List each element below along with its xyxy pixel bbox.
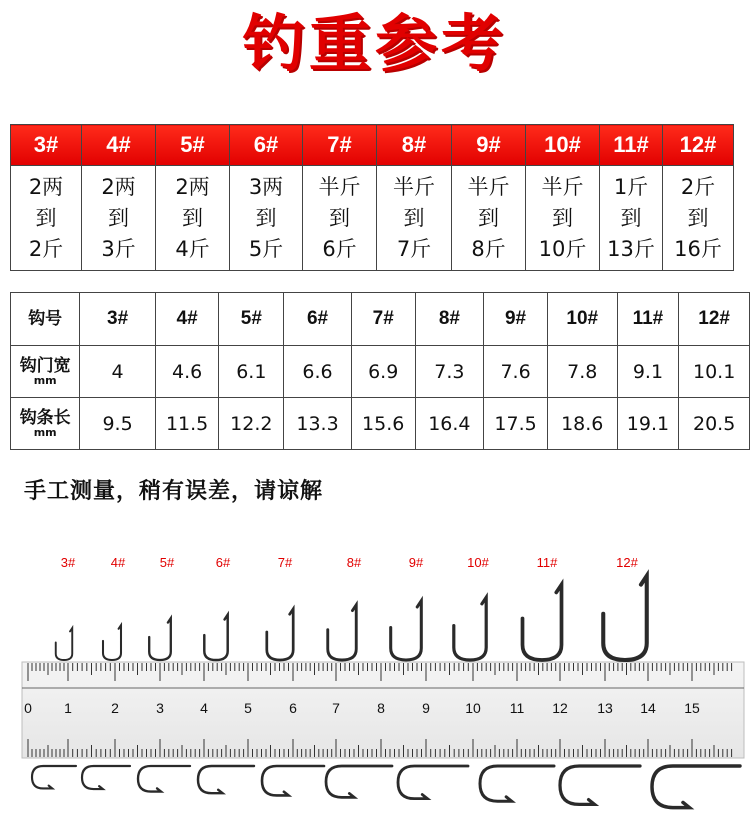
- ruler-number: 1: [64, 700, 72, 716]
- shank-length-value: 15.6: [351, 398, 415, 450]
- hook-size-label: 5#: [159, 555, 175, 570]
- shank-length-value: 9.5: [80, 398, 155, 450]
- shank-length-value: 11.5: [155, 398, 219, 450]
- ruler-number: 7: [332, 700, 340, 716]
- hook-size-label: 11#: [536, 555, 558, 570]
- ruler-number: 15: [684, 700, 700, 716]
- sideways-hook: [326, 766, 392, 797]
- spec-size-header: 4#: [155, 293, 219, 346]
- shank-length-value: 18.6: [547, 398, 617, 450]
- measurement-note: 手工测量，稍有误差，请谅解: [24, 479, 324, 504]
- spec-size-header: 12#: [679, 293, 750, 346]
- spec-size-header: 8#: [415, 293, 484, 346]
- hook-size-label: 6#: [215, 555, 231, 570]
- hook-spec-table: [10, 292, 750, 450]
- ruler-number: 0: [24, 700, 32, 716]
- hook-size-label: 8#: [346, 555, 362, 570]
- upright-hook: [267, 609, 293, 660]
- spec-header-row: [11, 293, 750, 346]
- weight-reference-table: [10, 124, 734, 271]
- ruler-number: 4: [200, 700, 208, 716]
- gap-width-value: 7.3: [415, 346, 484, 398]
- upright-hook: [454, 597, 486, 660]
- ruler-number: 13: [597, 700, 613, 716]
- hook-size-label: 3#: [60, 555, 76, 570]
- weight-range-cell: 半斤 到 6斤: [303, 166, 377, 271]
- shank-length-value: 19.1: [617, 398, 679, 450]
- hook-size-header: 10#: [526, 125, 600, 166]
- weight-range-cell: 3两 到 5斤: [230, 166, 303, 271]
- hook-size-label: 12#: [616, 555, 638, 570]
- shank-length-row: [11, 398, 750, 450]
- hook-size-header: 5#: [156, 125, 230, 166]
- upright-hook: [204, 615, 227, 660]
- sideways-hook: [198, 766, 254, 793]
- hook-size-header: 9#: [452, 125, 526, 166]
- weight-range-cell: 2两 到 2斤: [11, 166, 82, 271]
- ruler-number: 3: [156, 700, 164, 716]
- hook-size-header: 7#: [303, 125, 377, 166]
- gap-width-value: 9.1: [617, 346, 679, 398]
- hook-size-header: 11#: [600, 125, 663, 166]
- hook-size-label: 9#: [408, 555, 424, 570]
- ruler-number: 11: [509, 700, 525, 716]
- hook-size-header: 8#: [377, 125, 452, 166]
- gap-width-row: [11, 346, 750, 398]
- weight-range-cell: 2两 到 3斤: [82, 166, 156, 271]
- hook-ruler-photo: [0, 540, 750, 822]
- spec-size-header: 5#: [219, 293, 284, 346]
- gap-width-value: 7.6: [484, 346, 548, 398]
- hook-size-labels: [61, 555, 639, 570]
- sideways-hook: [480, 766, 554, 801]
- shank-length-label: 钩条长 mm: [11, 398, 80, 450]
- weight-range-cell: 2两 到 4斤: [156, 166, 230, 271]
- spec-size-header: 11#: [617, 293, 679, 346]
- sideways-hook: [652, 766, 740, 808]
- shank-length-value: 13.3: [284, 398, 352, 450]
- gap-width-value: 10.1: [679, 346, 750, 398]
- upright-hook: [603, 576, 647, 660]
- hook-size-label: 10#: [467, 555, 489, 570]
- upright-hook: [328, 605, 357, 660]
- hook-size-label: 7#: [277, 555, 293, 570]
- spec-size-header: 6#: [284, 293, 352, 346]
- upright-hook: [103, 625, 121, 660]
- gap-width-value: 6.1: [219, 346, 284, 398]
- sideways-hooks: [32, 766, 740, 808]
- page-title: 钓重参考: [242, 7, 507, 80]
- ruler-number: 8: [377, 700, 385, 716]
- upright-hooks: [56, 576, 647, 660]
- gap-width-value: 6.6: [284, 346, 352, 398]
- hook-size-header: 12#: [663, 125, 734, 166]
- upright-hook: [56, 628, 73, 660]
- upright-hook: [391, 601, 422, 660]
- sideways-hook: [560, 766, 640, 804]
- spec-size-header: 9#: [484, 293, 548, 346]
- hook-number-label: 钩号: [11, 293, 80, 346]
- gap-width-label: 钩门宽 mm: [11, 346, 80, 398]
- ruler-number: 5: [244, 700, 252, 716]
- sideways-hook: [398, 766, 468, 799]
- gap-width-value: 6.9: [351, 346, 415, 398]
- upright-hook: [523, 585, 562, 660]
- weight-table-header-row: [11, 125, 734, 166]
- shank-length-value: 16.4: [415, 398, 484, 450]
- gap-width-value: 4.6: [155, 346, 219, 398]
- gap-width-value: 7.8: [547, 346, 617, 398]
- sideways-hook: [138, 766, 190, 792]
- weight-range-cell: 1斤 到 13斤: [600, 166, 663, 271]
- weight-range-cell: 2斤 到 16斤: [663, 166, 734, 271]
- spec-size-header: 3#: [80, 293, 155, 346]
- weight-range-cell: 半斤 到 8斤: [452, 166, 526, 271]
- ruler-number: 14: [640, 700, 656, 716]
- spec-size-header: 7#: [351, 293, 415, 346]
- ruler-number: 9: [422, 700, 430, 716]
- ruler-number: 2: [111, 700, 119, 716]
- shank-length-value: 12.2: [219, 398, 284, 450]
- sideways-hook: [82, 766, 130, 789]
- ruler-number: 10: [465, 700, 481, 716]
- weight-range-row: [11, 166, 734, 271]
- weight-range-cell: 半斤 到 7斤: [377, 166, 452, 271]
- hook-size-label: 4#: [110, 555, 126, 570]
- hook-size-header: 3#: [11, 125, 82, 166]
- sideways-hook: [262, 766, 324, 795]
- ruler-number: 12: [552, 700, 568, 716]
- upright-hook: [149, 618, 171, 660]
- shank-length-value: 17.5: [484, 398, 548, 450]
- weight-range-cell: 半斤 到 10斤: [526, 166, 600, 271]
- ruler-number: 6: [289, 700, 297, 716]
- spec-size-header: 10#: [547, 293, 617, 346]
- hook-size-header: 6#: [230, 125, 303, 166]
- hook-size-header: 4#: [82, 125, 156, 166]
- sideways-hook: [32, 766, 76, 788]
- gap-width-value: 4: [80, 346, 155, 398]
- shank-length-value: 20.5: [679, 398, 750, 450]
